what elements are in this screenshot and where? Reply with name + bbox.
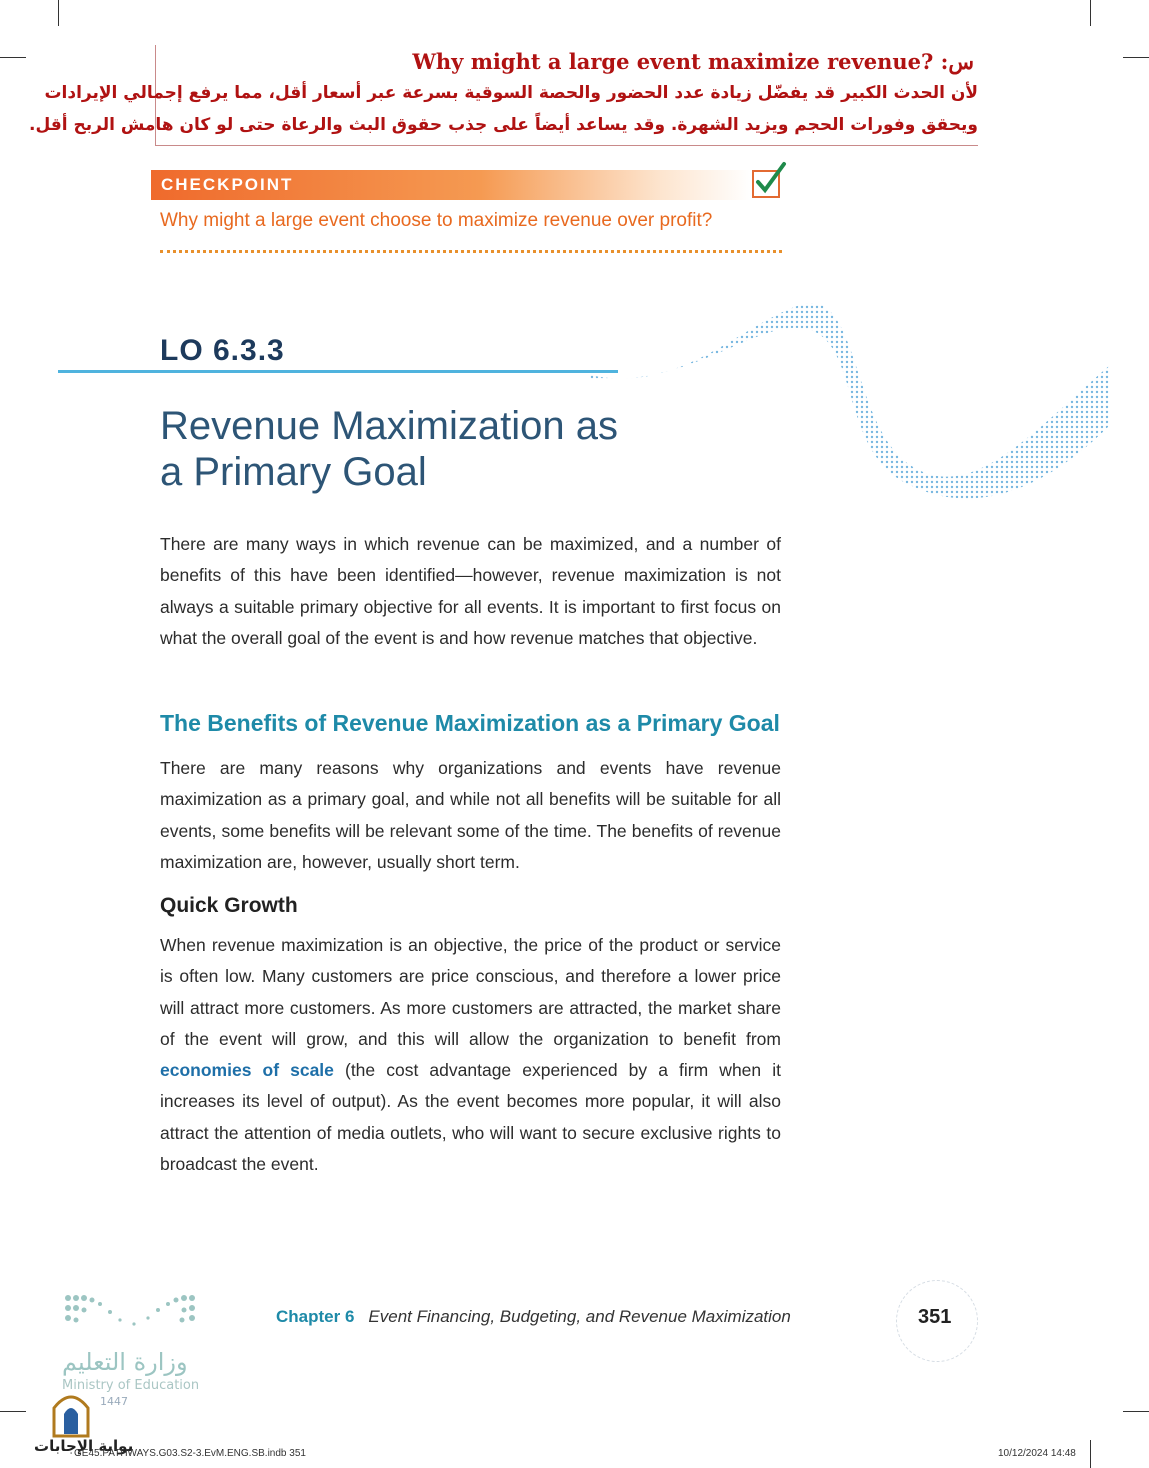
ministry-name-arabic: وزارة التعليم <box>62 1348 188 1376</box>
answer-box <box>28 45 978 146</box>
quick-growth-heading: Quick Growth <box>160 894 298 917</box>
crop-mark <box>0 1411 26 1412</box>
chapter-title: Event Financing, Budgeting, and Revenue Maximization <box>368 1307 791 1326</box>
checkpoint-question: Why might a large event choose to maximize revenue over profit? <box>160 210 713 231</box>
section-title-line-2: a Primary Goal <box>160 450 427 494</box>
checkpoint-box <box>752 170 780 198</box>
ministry-year: 1447 <box>100 1395 128 1408</box>
dot-wave-graphic <box>560 285 1120 515</box>
checkpoint-label: CHECKPOINT <box>161 175 294 194</box>
intro-paragraph: There are many ways in which revenue can be maximized, and a number of benefits of this have been identified—however, revenue maximization is not always a suitable primary objective for all events. It is important to first focus on what the overall goal of the event is and how revenue matches that objective. <box>160 534 781 648</box>
file-info: GE45.PATHWAYS.G03.S2-3.EvM.ENG.SB.indb 351 <box>74 1448 306 1459</box>
crop-mark <box>1090 0 1091 26</box>
growth-text-after: (the cost advantage experienced by a firm when it increases its level of output). As the event becomes more popular, it will also attract the attention of media outlets, who will want to secure exclusive rights to broadcast the event. <box>160 1060 781 1175</box>
watermark-logo-icon <box>48 1388 94 1438</box>
answer-line-1: لأن الحدث الكبير قد يفضّل زيادة عدد الحضور والحصة السوقية بسرعة عبر أسعار أقل، مما يرفع إجمالي الإيرادات <box>44 83 978 103</box>
file-date: 10/12/2024 14:48 <box>998 1448 1076 1459</box>
watermark-text: بوابة الإجابات <box>34 1437 134 1455</box>
crop-mark <box>58 0 59 26</box>
section-title-line-1: Revenue Maximization as <box>160 404 618 448</box>
ministry-name-english: Ministry of Education <box>62 1378 200 1393</box>
crop-mark <box>1123 1411 1149 1412</box>
crop-mark <box>0 57 26 58</box>
crop-mark <box>1090 1440 1091 1468</box>
quick-growth-paragraph <box>160 930 781 1180</box>
lo-label: LO 6.3.3 <box>160 334 285 367</box>
ministry-logo-icon <box>62 1290 202 1340</box>
chapter-footer <box>276 1307 791 1327</box>
crop-mark <box>1123 57 1149 58</box>
section-title <box>160 403 618 495</box>
answer-question: Why might a large event maximize revenue? :س <box>412 49 974 74</box>
chapter-number: Chapter 6 <box>276 1307 355 1326</box>
key-term: economies of scale <box>160 1060 334 1081</box>
growth-text-before: When revenue maximization is an objective, the price of the product or service is often low. Many customers are price conscious, and therefore a lower price will attract more customers. As more customers are attracted, the market share of the event will grow, and this will allow the organization to benefit from <box>160 935 781 1049</box>
lo-rule <box>58 370 618 373</box>
checkpoint-divider <box>160 250 782 253</box>
benefits-paragraph: There are many reasons why organizations and events have revenue maximization as a primary goal, and while not all benefits will be suitable for all events, some benefits will be relevant some of the time. The benefits of revenue maximization are, however, usually short term. <box>160 758 781 872</box>
benefits-heading: The Benefits of Revenue Maximization as a Primary Goal <box>160 710 780 736</box>
checkpoint-banner <box>151 170 751 200</box>
page-number: 351 <box>918 1306 952 1328</box>
checkmark-icon <box>752 160 788 196</box>
answer-line-2: ويحقق وفورات الحجم ويزيد الشهرة. وقد يساعد أيضاً على جذب حقوق البث والرعاة حتى لو كان هامش الربح أقل. <box>28 115 978 135</box>
